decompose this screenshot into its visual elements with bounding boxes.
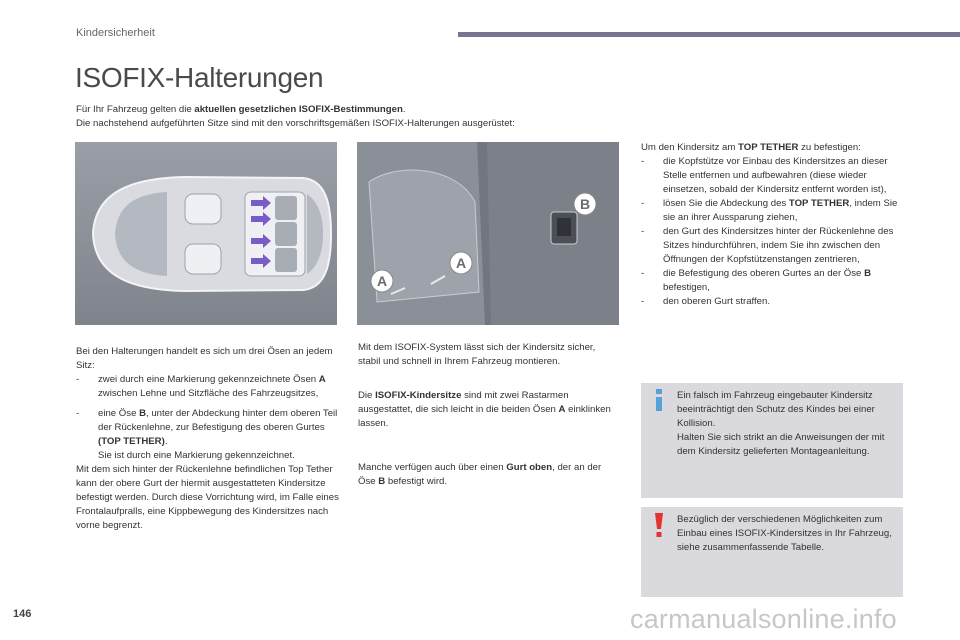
label-a-1: A bbox=[376, 273, 388, 289]
page-title: ISOFIX-Halterungen bbox=[75, 62, 324, 93]
text: Die bbox=[358, 390, 376, 401]
step-item bbox=[641, 155, 906, 197]
text: Um den Kindersitz am bbox=[641, 142, 739, 153]
paragraph: Bei den Halterungen handelt es sich um drei Ösen an jedem Sitz: bbox=[76, 346, 333, 371]
bullet-dash: - bbox=[641, 268, 645, 279]
bullet-dash: - bbox=[641, 156, 645, 167]
warning-box bbox=[641, 507, 903, 597]
emphasis: TOP TETHER bbox=[738, 142, 799, 153]
emphasis: Gurt oben bbox=[506, 462, 553, 473]
bullet-dash: - bbox=[76, 374, 80, 385]
label-a-2: A bbox=[455, 255, 467, 271]
step-text: befestigen, bbox=[663, 282, 710, 293]
info-paragraph: Halten Sie sich strikt an die Anweisungen der mit dem Kindersitz gelieferten Montageanleitung. bbox=[677, 432, 885, 457]
text: sind mit zwei Rastarmen ausgestattet, die sich leicht in die beiden Ösen bbox=[358, 390, 569, 415]
step-item bbox=[641, 197, 906, 225]
text: Manche verfügen auch über einen bbox=[358, 462, 507, 473]
intro-text bbox=[76, 103, 636, 131]
emphasis: B bbox=[864, 268, 871, 279]
warning-icon bbox=[653, 513, 665, 537]
bullet-dash: - bbox=[76, 408, 80, 419]
list-emphasis: B bbox=[139, 408, 147, 419]
paragraph: Mit dem ISOFIX-System lässt sich der Kindersitz sicher, stabil und schnell in Ihrem Fahrzeug montieren. bbox=[358, 342, 596, 367]
step-text: lösen Sie die Abdeckung des bbox=[663, 198, 789, 209]
label-b: B bbox=[579, 196, 591, 212]
list-text: zwischen Lehne und Sitzfläche des Fahrzeugsitzes, bbox=[98, 388, 319, 399]
step-item bbox=[641, 295, 906, 309]
step-text: den Gurt des Kindersitzes hinter der Rückenlehne des Sitzes hindurchführen, indem Sie ihn zwischen den Öffnungen der Kopfstützenstangen zentrieren, bbox=[663, 226, 894, 265]
step-item bbox=[641, 225, 906, 267]
header-accent-bar bbox=[458, 32, 960, 37]
info-paragraph: Ein falsch im Fahrzeug eingebauter Kindersitz beeinträchtigt den Schutz des Kindes bei einer Kollision. bbox=[677, 390, 875, 429]
step-text: , indem Sie sie an ihrer Aussparung ziehen, bbox=[663, 198, 898, 223]
emphasis: TOP TETHER bbox=[788, 198, 850, 209]
emphasis: B bbox=[378, 476, 386, 487]
step-text: die Kopfstütze vor Einbau des Kindersitzes an dieser Stelle entfernen und aufbewahren (diese wieder einsetzen, sobald der Kindersitz entfernt worden ist), bbox=[663, 156, 888, 195]
step-item bbox=[641, 267, 906, 295]
bullet-dash: - bbox=[641, 226, 645, 237]
paragraph bbox=[358, 461, 620, 489]
warning-text: Bezüglich der verschiedenen Möglichkeiten zum Einbau eines ISOFIX-Kindersitzes in Ihr Fahrzeug, siehe zusammenfassende Tabelle. bbox=[677, 514, 892, 553]
text: einklinken lassen. bbox=[358, 404, 611, 429]
watermark: carmanualsonline.info bbox=[630, 604, 897, 634]
emphasis: ISOFIX-Kindersitze bbox=[375, 390, 462, 401]
isofix-anchor-illustration bbox=[357, 142, 619, 325]
emphasis: A bbox=[558, 404, 566, 415]
info-icon bbox=[653, 389, 665, 411]
info-text bbox=[677, 389, 899, 459]
bullet-dash: - bbox=[641, 198, 645, 209]
top-tether-instructions bbox=[641, 141, 906, 309]
intro-text-part: Für Ihr Fahrzeug gelten die bbox=[76, 104, 195, 115]
paragraph: Mit dem sich hinter der Rückenlehne befindlichen Top Tether kann der obere Gurt der hiermit ausgestatteten Kindersitze befestigt werden. Durch diese Vorrichtung wird, im Falle eines Frontalaufpralls, eine Kippbewegung des Kindersitzes nach vorne begrenzt. bbox=[76, 464, 339, 531]
intro-emphasis: aktuellen gesetzlichen ISOFIX-Bestimmungen bbox=[194, 104, 403, 115]
step-text: die Befestigung des oberen Gurtes an der Öse bbox=[663, 268, 865, 279]
list-item bbox=[76, 373, 341, 401]
list-text: Sie ist durch eine Markierung gekennzeichnet. bbox=[98, 450, 295, 461]
list-emphasis: A bbox=[318, 374, 326, 385]
list-text: . bbox=[164, 436, 168, 447]
section-heading: Kindersicherheit bbox=[76, 27, 155, 39]
bullet-dash: - bbox=[641, 296, 645, 307]
intro-text-part: . bbox=[402, 104, 406, 115]
step-text: den oberen Gurt straffen. bbox=[663, 296, 771, 307]
list-emphasis: (TOP TETHER) bbox=[98, 436, 165, 447]
anchor-description bbox=[76, 345, 341, 533]
list-text: eine Öse bbox=[98, 408, 140, 419]
paragraph bbox=[358, 389, 620, 431]
list-text: zwei durch eine Markierung gekennzeichnete Ösen bbox=[98, 374, 319, 385]
list-text: , unter der Abdeckung hinter dem oberen Teil der Rückenlehne, zur Befestigung des oberen Gurtes bbox=[98, 408, 338, 433]
paragraph bbox=[641, 141, 906, 155]
list-item bbox=[76, 407, 341, 463]
text: , der an der Öse bbox=[358, 462, 602, 487]
intro-line: Die nachstehend aufgeführten Sitze sind mit den vorschriftsgemäßen ISOFIX-Halterungen ausgerüstet: bbox=[76, 118, 515, 129]
text: befestigt wird. bbox=[385, 476, 448, 487]
text: zu befestigen: bbox=[798, 142, 861, 153]
isofix-system-description bbox=[358, 341, 620, 489]
info-box bbox=[641, 383, 903, 498]
page-number: 146 bbox=[13, 608, 32, 620]
car-top-view-illustration bbox=[75, 142, 337, 325]
